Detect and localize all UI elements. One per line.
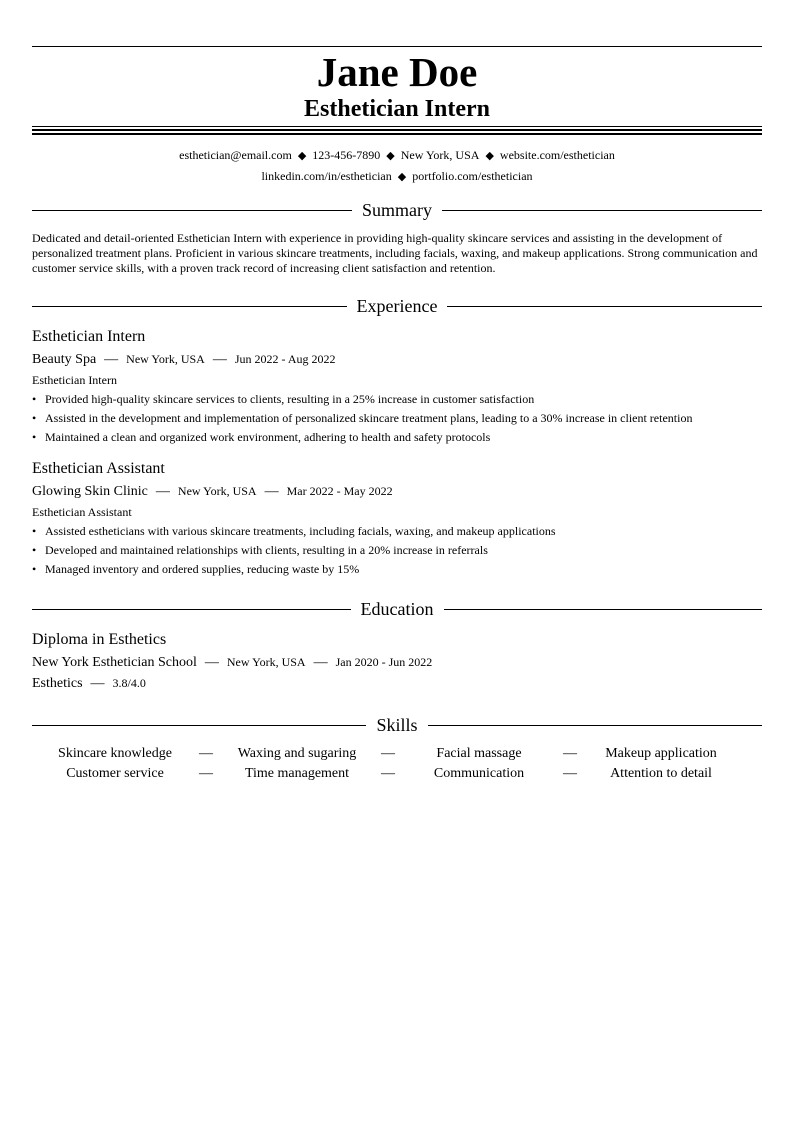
dash-separator: — (155, 484, 170, 499)
dash-separator: — (199, 746, 213, 761)
diamond-icon: ◆ (386, 150, 395, 162)
dash-separator: — (563, 746, 577, 761)
dash-separator: — (212, 352, 227, 367)
dash-separator: — (381, 766, 395, 781)
job-meta (32, 481, 762, 502)
bullet-icon: • (32, 392, 37, 406)
dash-separator: — (313, 655, 328, 670)
job-location: New York, USA (177, 484, 257, 498)
skill-item: Customer service (66, 766, 164, 781)
education-gpa: 3.8/4.0 (112, 676, 146, 690)
contact-location: New York, USA (400, 148, 480, 162)
job-role: Esthetician Intern (32, 373, 117, 387)
skill-item: Facial massage (436, 746, 522, 761)
job-company: Glowing Skin Clinic (32, 484, 148, 499)
job-location: New York, USA (126, 352, 205, 366)
diamond-icon: ◆ (297, 150, 307, 162)
bullet-icon: • (32, 543, 37, 557)
header-rule (32, 126, 762, 135)
list-item: • Managed inventory and ordered supplies, reducing waste by 15% (32, 560, 762, 579)
bullet-icon: • (32, 411, 37, 425)
resume-page (32, 46, 762, 784)
list-item: • Assisted estheticians with various skincare treatments, including facials, waxing, and makeup applications (32, 522, 762, 541)
contact-website[interactable]: website.com/esthetician (499, 148, 615, 162)
job-bullets (32, 522, 762, 579)
contact-email[interactable]: esthetician@email.com (179, 148, 292, 162)
job-entry (32, 459, 762, 579)
skill-item: Makeup application (605, 746, 717, 761)
job-title: Esthetician Assistant (32, 460, 165, 477)
section-title: Summary (362, 200, 432, 220)
dash-separator: — (563, 766, 577, 781)
section-title: Experience (356, 296, 438, 316)
skill-item: Attention to detail (610, 766, 712, 781)
education-location: New York, USA (226, 655, 306, 669)
dash-separator: — (204, 655, 219, 670)
top-rule (32, 46, 762, 47)
contact-phone: 123-456-7890 (312, 148, 381, 162)
skills-row (32, 764, 762, 784)
dash-separator: — (90, 676, 105, 691)
dash-separator: — (199, 766, 213, 781)
diamond-icon: ◆ (485, 150, 494, 162)
job-role: Esthetician Assistant (32, 505, 132, 519)
section-title: Skills (376, 715, 418, 735)
dash-separator: — (264, 484, 279, 499)
bullet-icon: • (32, 562, 37, 576)
diamond-icon: ◆ (397, 171, 407, 183)
section-title: Education (360, 599, 434, 619)
job-bullets (32, 390, 762, 447)
contact-block (32, 145, 762, 187)
skill-item: Skincare knowledge (58, 746, 172, 761)
skills-grid (32, 744, 762, 784)
skill-item: Time management (244, 766, 350, 781)
education-school: New York Esthetician School (32, 655, 197, 670)
bullet-icon: • (32, 524, 37, 538)
candidate-name: Jane Doe (316, 49, 478, 95)
education-heading (32, 598, 762, 620)
contact-line-2 (32, 166, 762, 187)
skills-row (32, 744, 762, 764)
education-field-line (32, 673, 762, 694)
dash-separator: — (104, 352, 119, 367)
contact-linkedin[interactable]: linkedin.com/in/esthetician (261, 169, 392, 183)
summary-text: Dedicated and detail-oriented Esthetician Intern with experience in providing high-quality skincare services and assisting in the development of personalized treatment plans. Proficient in various skincare treatments, including facials, waxing, and makeup applications. Strong communication and customer service skills, with a proven track record of increasing client satisfaction and retention. (32, 231, 758, 275)
education-meta (32, 652, 762, 673)
contact-portfolio[interactable]: portfolio.com/esthetician (412, 169, 533, 183)
job-entry (32, 327, 762, 447)
education-dates: Jan 2020 - Jun 2022 (335, 655, 433, 669)
education-degree: Diploma in Esthetics (32, 631, 167, 648)
job-dates: Jun 2022 - Aug 2022 (234, 352, 336, 366)
list-item: • Maintained a clean and organized work environment, adhering to health and safety protocols (32, 428, 762, 447)
contact-line-1 (32, 145, 762, 166)
list-item: • Provided high-quality skincare services to clients, resulting in a 25% increase in customer satisfaction (32, 390, 762, 409)
job-meta (32, 349, 762, 370)
job-title: Esthetician Intern (32, 328, 146, 345)
candidate-title: Esthetician Intern (304, 96, 490, 122)
job-company: Beauty Spa (32, 352, 97, 367)
skill-item: Waxing and sugaring (237, 746, 357, 761)
skills-heading (32, 714, 762, 736)
list-item: • Developed and maintained relationships with clients, resulting in a 20% increase in referrals (32, 541, 762, 560)
education-field: Esthetics (32, 676, 83, 691)
experience-heading (32, 295, 762, 317)
list-item: • Assisted in the development and implementation of personalized skincare treatment plans, leading to a 30% increase in client retention (32, 409, 762, 428)
dash-separator: — (381, 746, 395, 761)
job-dates: Mar 2022 - May 2022 (286, 484, 393, 498)
summary-heading (32, 199, 762, 221)
bullet-icon: • (32, 430, 37, 444)
skill-item: Communication (433, 766, 525, 781)
